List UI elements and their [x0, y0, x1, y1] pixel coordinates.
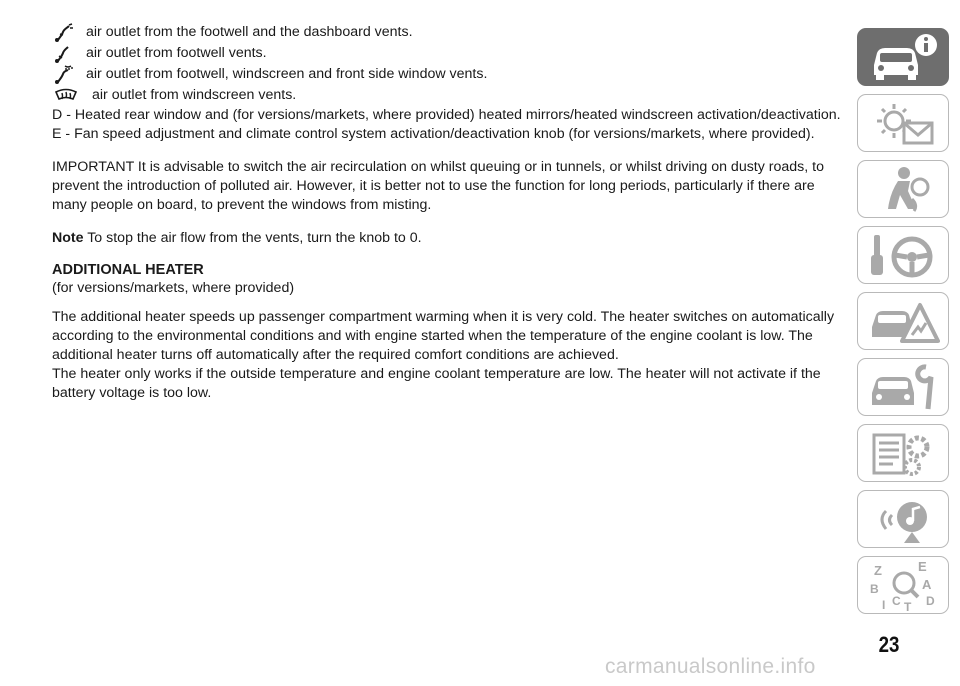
footwell-dashboard-vent-icon — [54, 23, 76, 43]
index-letter: I — [882, 598, 886, 611]
windscreen-defrost-icon — [54, 86, 78, 106]
safety-airbag-icon — [868, 165, 940, 215]
tab-safety[interactable] — [857, 160, 949, 218]
vent-mode-text: air outlet from windscreen vents. — [92, 87, 297, 103]
manual-content — [52, 22, 842, 403]
index-letter: A — [922, 577, 932, 592]
tab-index[interactable] — [857, 556, 949, 614]
index-icon — [868, 561, 940, 611]
vent-mode-text: air outlet from the footwell and the dashboard vents. — [86, 24, 413, 40]
footwell-windscreen-side-vent-icon — [54, 65, 76, 85]
index-letter: Z — [874, 563, 882, 578]
vent-mode-footwell — [52, 43, 842, 64]
footwell-vent-icon — [54, 44, 76, 64]
vent-mode-windscreen — [52, 85, 842, 106]
note-label: Note — [52, 230, 84, 246]
emergency-icon — [868, 297, 940, 347]
heater-paragraph-1: The additional heater speeds up passenger compartment warming when it is very cold. The heater switches on automatically according to the environmental conditions and with engine started when the temperature of the engine coolant is low. The additional heater turns off automatically after the required comfort conditions are achieved. — [52, 309, 835, 363]
section-title: ADDITIONAL HEATER — [52, 262, 204, 278]
page-number: 23 — [878, 632, 900, 657]
tab-multimedia[interactable] — [857, 490, 949, 548]
item-d-text: D - Heated rear window and (for versions/markets, where provided) heated mirrors/heated windscreen activation/deactivation. — [52, 107, 841, 123]
index-letter: B — [870, 582, 879, 596]
warning-lights-icon — [868, 99, 940, 149]
starting-driving-icon — [868, 231, 940, 281]
vent-mode-text: air outlet from footwell, windscreen and front side window vents. — [86, 66, 488, 82]
watermark: carmanualsonline.info — [605, 655, 816, 678]
note-text: To stop the air flow from the vents, turn the knob to 0. — [87, 230, 422, 246]
tab-starting-driving[interactable] — [857, 226, 949, 284]
index-letter: D — [926, 594, 935, 608]
vent-mode-footwell-windscreen-side — [52, 64, 842, 85]
tab-car-info[interactable] — [857, 28, 949, 86]
note-paragraph — [52, 229, 842, 248]
tab-emergency[interactable] — [857, 292, 949, 350]
maintenance-icon — [868, 363, 940, 413]
multimedia-icon — [868, 495, 940, 545]
tab-warning-lights[interactable] — [857, 94, 949, 152]
technical-data-icon — [868, 429, 940, 479]
index-letter: T — [904, 600, 912, 611]
important-note: IMPORTANT It is advisable to switch the air recirculation on whilst queuing or in tunnels, or whilst driving on dusty roads, to prevent the introduction of polluted air. However, it is better not to use the function for long periods, particularly if there are many people on board, to prevent the windows from misting. — [52, 159, 824, 213]
heater-paragraph-2: The heater only works if the outside temperature and engine coolant temperature are low. The heater will not activate if the battery voltage is too low. — [52, 366, 821, 401]
item-e-text: E - Fan speed adjustment and climate control system activation/deactivation knob (for versions/markets, where provided). — [52, 126, 815, 142]
vent-mode-footwell-dashboard — [52, 22, 842, 43]
car-info-icon — [868, 33, 940, 83]
tab-maintenance[interactable] — [857, 358, 949, 416]
vent-mode-text: air outlet from footwell vents. — [86, 45, 267, 61]
section-subtitle: (for versions/markets, where provided) — [52, 280, 295, 296]
index-letter: C — [892, 594, 901, 608]
tab-technical-data[interactable] — [857, 424, 949, 482]
index-letter: E — [918, 561, 927, 574]
